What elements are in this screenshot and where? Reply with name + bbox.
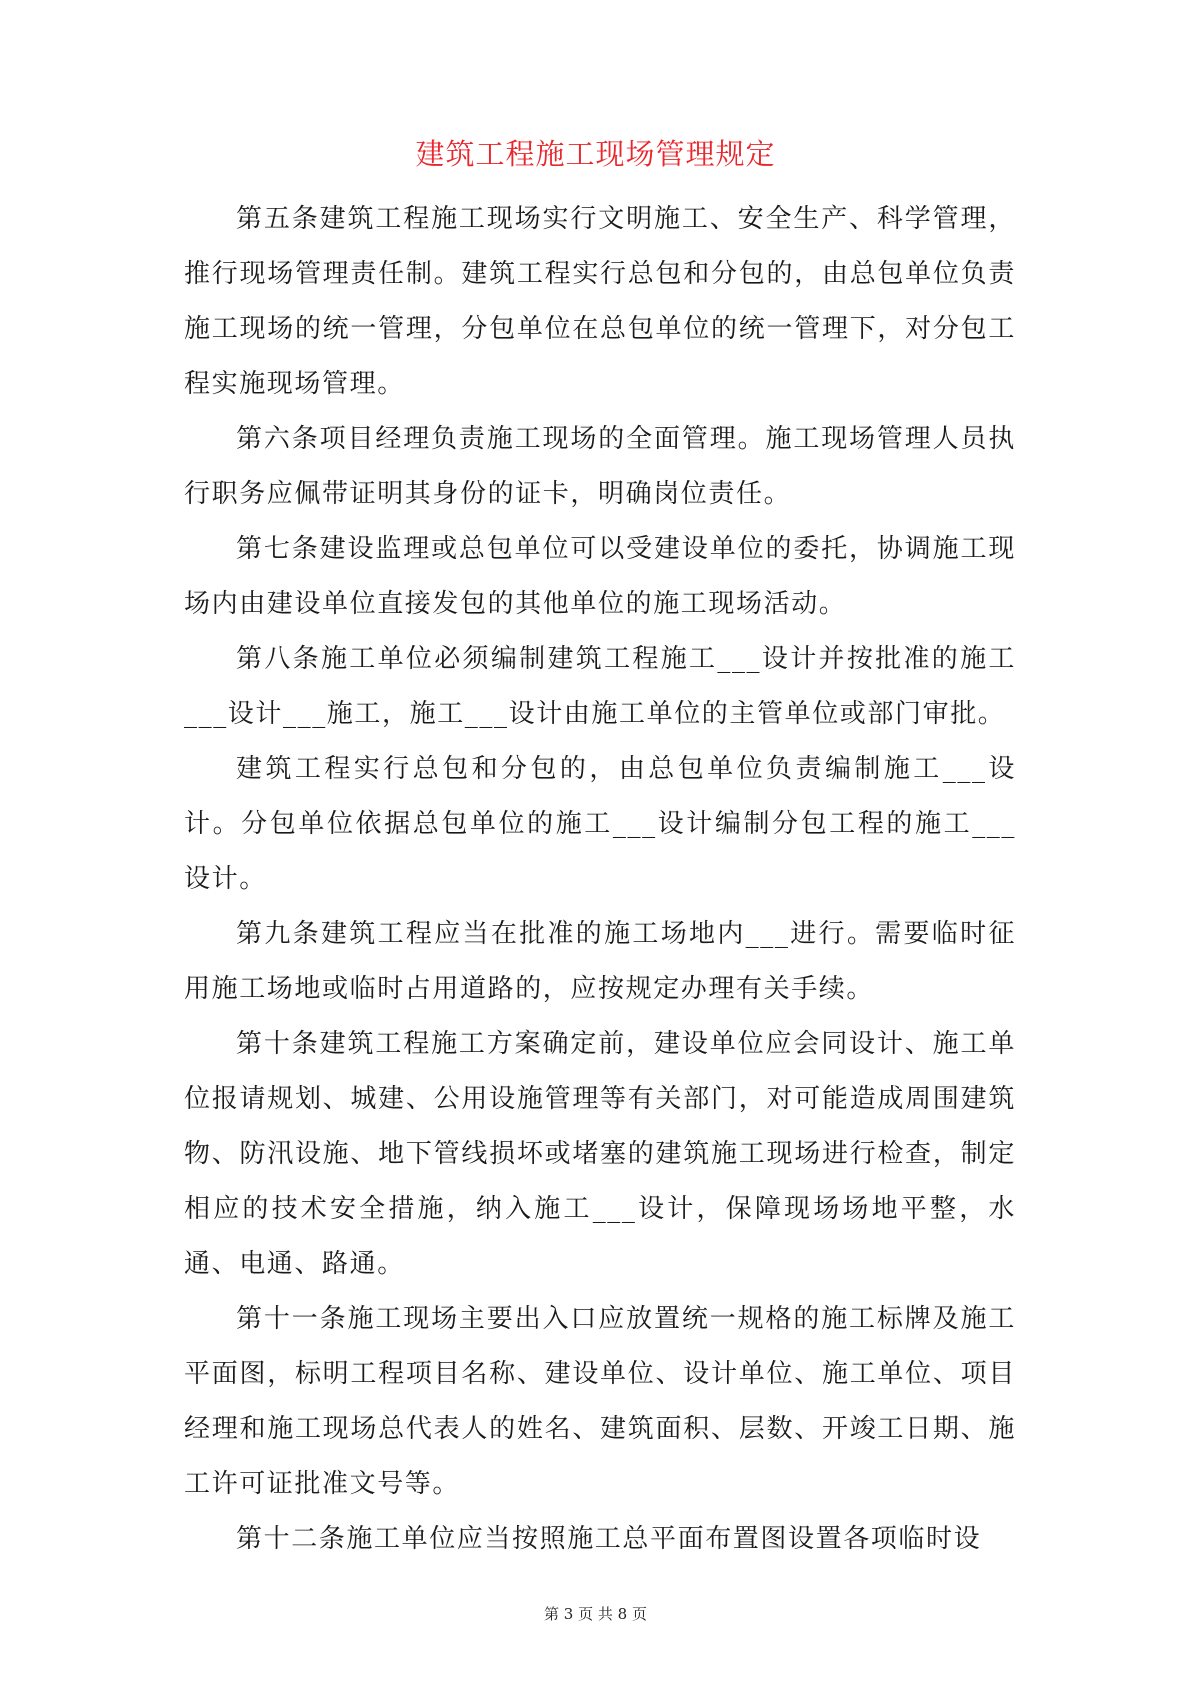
paragraph-article-9: 第九条建筑工程应当在批准的施工场地内___进行。需要临时征用施工场地或临时占用道路的，应按规定办理有关手续。 — [184, 919, 1016, 1004]
paragraph-article-6: 第六条项目经理负责施工现场的全面管理。施工现场管理人员执行职务应佩带证明其身份的证卡，明确岗位责任。 — [184, 424, 1016, 509]
paragraph-article-8: 第八条施工单位必须编制建筑工程施工___设计并按批准的施工___设计___施工，施工___设计由施工单位的主管单位或部门审批。 — [184, 644, 1016, 729]
paragraph-article-8-continued: 建筑工程实行总包和分包的，由总包单位负责编制施工___设计。分包单位依据总包单位的施工___设计编制分包工程的施工___设计。 — [184, 754, 1016, 894]
document-title: 建筑工程施工现场管理规定 — [415, 137, 776, 171]
paragraph-article-12: 第十二条施工单位应当按照施工总平面布置图设置各项临时设 — [236, 1524, 982, 1554]
paragraph-article-11: 第十一条施工现场主要出入口应放置统一规格的施工标牌及施工平面图，标明工程项目名称、建设单位、设计单位、施工单位、项目经理和施工现场总代表人的姓名、建筑面积、层数、开竣工日期、施工许可证批准文号等。 — [184, 1304, 1016, 1499]
paragraph-article-7: 第七条建设监理或总包单位可以受建设单位的委托，协调施工现场内由建设单位直接发包的其他单位的施工现场活动。 — [184, 534, 1016, 619]
document-body — [184, 192, 1016, 1567]
paragraph-article-10: 第十条建筑工程施工方案确定前，建设单位应会同设计、施工单位报请规划、城建、公用设施管理等有关部门，对可能造成周围建筑物、防汛设施、地下管线损坏或堵塞的建筑施工现场进行检查，制定相应的技术安全措施，纳入施工___设计，保障现场场地平整，水通、电通、路通。 — [184, 1029, 1016, 1279]
paragraph-article-5: 第五条建筑工程施工现场实行文明施工、安全生产、科学管理，推行现场管理责任制。建筑工程实行总包和分包的，由总包单位负责施工现场的统一管理，分包单位在总包单位的统一管理下，对分包工程实施现场管理。 — [184, 204, 1016, 399]
page-number-footer: 第 3 页 共 8 页 — [544, 1605, 647, 1623]
